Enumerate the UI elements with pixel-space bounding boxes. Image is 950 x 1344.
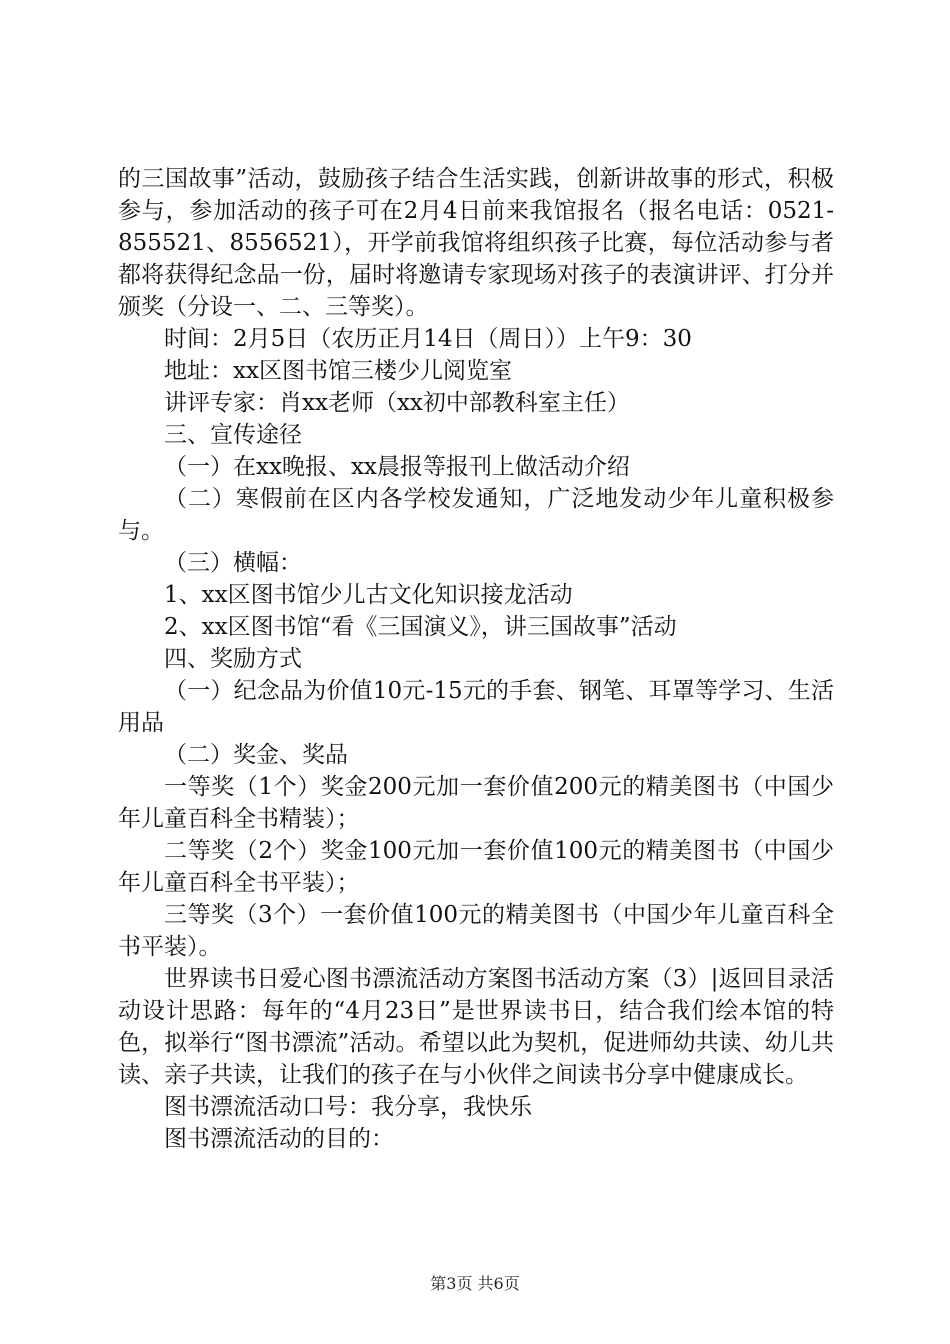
paragraph: 图书漂流活动的目的： xyxy=(164,1126,394,1152)
paragraph: 图书漂流活动口号：我分享，我快乐 xyxy=(164,1094,532,1120)
paragraph: 二等奖（2个）奖金100元加一套价值100元的精美图书（中国少年儿童百科全书平装）； xyxy=(118,838,834,896)
paragraph: 三等奖（3个）一套价值100元的精美图书（中国少年儿童百科全书平装）。 xyxy=(118,902,834,960)
paragraph: （一）在xx晚报、xx晨报等报刊上做活动介绍 xyxy=(164,454,630,480)
paragraph: 讲评专家：肖xx老师（xx初中部教科室主任） xyxy=(164,390,630,416)
paragraph: （一）纪念品为价值10元-15元的手套、钢笔、耳罩等学习、生活用品 xyxy=(118,678,834,736)
document-body xyxy=(118,163,834,1155)
paragraph: 2、xx区图书馆“看《三国演义》，讲三国故事”活动 xyxy=(164,614,677,640)
paragraph: （二）奖金、奖品 xyxy=(164,742,348,768)
paragraph: 的三国故事”活动，鼓励孩子结合生活实践，创新讲故事的形式，积极参与，参加活动的孩子可在2月4日前来我馆报名（报名电话：0521-855521、8556521），开学前我馆将组织孩子比赛，每位活动参与者都将获得纪念品一份，届时将邀请专家现场对孩子的表演讲评、打分并颁奖（分设一、二、三等奖）。 xyxy=(118,166,834,320)
paragraph: 四、奖励方式 xyxy=(164,646,302,672)
paragraph: 1、xx区图书馆少儿古文化知识接龙活动 xyxy=(164,582,573,608)
paragraph: （二）寒假前在区内各学校发通知，广泛地发动少年儿童积极参与。 xyxy=(118,486,834,544)
paragraph: （三）横幅： xyxy=(164,550,302,576)
paragraph: 世界读书日爱心图书漂流活动方案图书活动方案（3）|返回目录活动设计思路：每年的“4月23日”是世界读书日，结合我们绘本馆的特色，拟举行“图书漂流”活动。希望以此为契机，促进师幼共读、幼儿共读、亲子共读，让我们的孩子在与小伙伴之间读书分享中健康成长。 xyxy=(118,966,834,1088)
paragraph: 三、宣传途径 xyxy=(164,422,302,448)
paragraph: 时间：2月5日（农历正月14日（周日））上午9：30 xyxy=(164,326,692,352)
page-footer: 第3页 共6页 xyxy=(430,1274,520,1293)
paragraph: 一等奖（1个）奖金200元加一套价值200元的精美图书（中国少年儿童百科全书精装）； xyxy=(118,774,834,832)
paragraph: 地址：xx区图书馆三楼少儿阅览室 xyxy=(164,358,512,384)
